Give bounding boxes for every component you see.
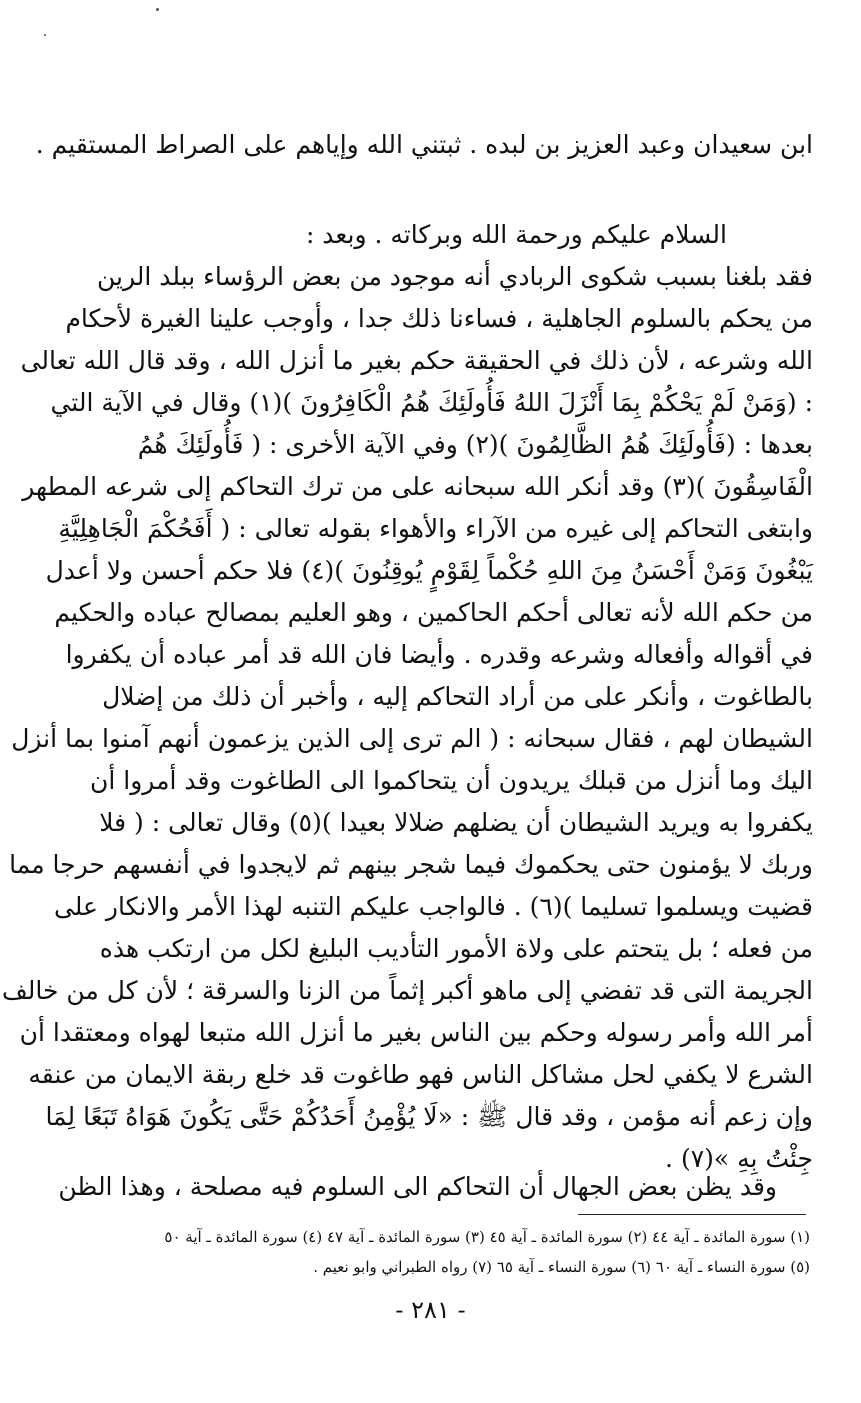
body-line: أمر الله وأمر رسوله وحكم بين الناس بغير ما أنزل الله متبعا لهواه ومعتقدا أن (19, 1018, 813, 1047)
intro-text: ابن سعيدان وعبد العزيز بن لبده . ثبتني الله وإياهم على الصراط المستقيم . (35, 130, 813, 159)
closing-line: وقد يظن بعض الجهال أن التحاكم الى السلوم فيه مصلحة ، وهذا الظن (58, 1172, 777, 1201)
body-line: الله وشرعه ، لأن ذلك في الحقيقة حكم بغير ما أنزل الله ، وقد قال الله تعالى (20, 346, 813, 375)
footnote-divider (578, 1214, 806, 1215)
body-line: : (وَمَنْ لَمْ يَحْكُمْ بِمَا أَنْزَلَ اللهُ فَأُولَئِكَ هُمُ الْكَافِرُونَ )(١) وقال في الآية التي (50, 388, 813, 417)
body-line: يَبْغُونَ وَمَنْ أَحْسَنُ مِنَ اللهِ حُكْماً لِقَوْمٍ يُوقِنُونَ )(٤) فلا حكم أحسن ولا أعدل (45, 556, 813, 585)
footnote-line: (٥) سورة النساء ـ آية ٦٠ (٦) سورة النساء ـ آية ٦٥ (٧) رواه الطبراني وابو نعيم . (313, 1258, 810, 1276)
body-line: من يحكم بالسلوم الجاهلية ، فساءنا ذلك جدا ، وأوجب علينا الغيرة لأحكام (65, 304, 813, 333)
body-line: الجريمة التى قد تفضي إلى ماهو أكبر إثماً من الزنا والسرقة ؛ لأن كل من خالف (1, 976, 813, 1005)
body-line: الشيطان لهم ، فقال سبحانه : ( الم ترى إلى الذين يزعمون أنهم آمنوا بما أنزل (11, 724, 813, 753)
page-number: - ٢٨١ - (395, 1296, 466, 1324)
body-line: يكفروا به ويريد الشيطان أن يضلهم ضلالا بعيدا )(٥) وقال تعالى : ( فلا (99, 808, 813, 837)
body-line: من حكم الله لأنه تعالى أحكم الحاكمين ، وهو العليم بمصالح عباده والحكيم (54, 598, 813, 627)
body-line: فقد بلغنا بسبب شكوى الربادي أنه موجود من بعض الرؤساء ببلد الرين (97, 262, 813, 291)
body-line: وإن زعم أنه مؤمن ، وقد قال ﷺ : «لَا يُؤْمِنُ أَحَدُكُمْ حَتَّى يَكُونَ هَوَاهُ تَبَعًا لِمَا (45, 1102, 813, 1131)
body-line: بالطاغوت ، وأنكر على من أراد التحاكم إليه ، وأخبر أن ذلك من إضلال (102, 682, 813, 711)
body-line: بعدها : (فَأُولَئِكَ هُمُ الظَّالِمُونَ )(٢) وفي الآية الأخرى : ( فَأُولَئِكَ هُمُ (137, 430, 813, 459)
greeting-text: السلام عليكم ورحمة الله وبركاته . وبعد : (305, 220, 727, 249)
scan-speck (44, 34, 46, 36)
closing-paragraph (58, 1166, 813, 1208)
body-line: من فعله ؛ بل يتحتم على ولاة الأمور التأديب البليغ لكل من ارتكب هذه (99, 934, 813, 963)
body-line: اليك وما أنزل من قبلك يريدون أن يتحاكموا الى الطاغوت وقد أمروا أن (90, 766, 813, 795)
body-line: الْفَاسِقُونَ )(٣) وقد أنكر الله سبحانه على من ترك التحاكم إلى شرعه المطهر (22, 472, 813, 501)
scan-speck (156, 8, 159, 11)
letter-body (1, 256, 813, 1180)
body-line: قضيت ويسلموا تسليما )(٦) . فالواجب عليكم التنبه لهذا الأمر والانكار على (53, 892, 813, 921)
body-line: وربك لا يؤمنون حتى يحكموك فيما شجر بينهم ثم لايجدوا في أنفسهم حرجا مما (9, 850, 813, 879)
intro-line (35, 124, 813, 166)
body-line: وابتغى التحاكم إلى غيره من الآراء والأهواء بقوله تعالى : ( أَفَحُكْمَ الْجَاهِلِيَّةِ (58, 514, 813, 543)
footnote-line: (١) سورة المائدة ـ آية ٤٤ (٢) سورة المائدة ـ آية ٤٥ (٣) سورة المائدة ـ آية ٤٧ (٤) سورة المائدة ـ آية ٥٠ (164, 1228, 810, 1246)
greeting-line (306, 214, 727, 256)
body-line: جِئْتُ بِهِ »(٧) . (665, 1144, 813, 1173)
body-line: في أقواله وأفعاله وشرعه وقدره . وأيضا فان الله قد أمر عباده أن يكفروا (65, 640, 813, 669)
body-line: الشرع لا يكفي لحل مشاكل الناس فهو طاغوت قد خلع ربقة الايمان من عنقه (28, 1060, 813, 1089)
